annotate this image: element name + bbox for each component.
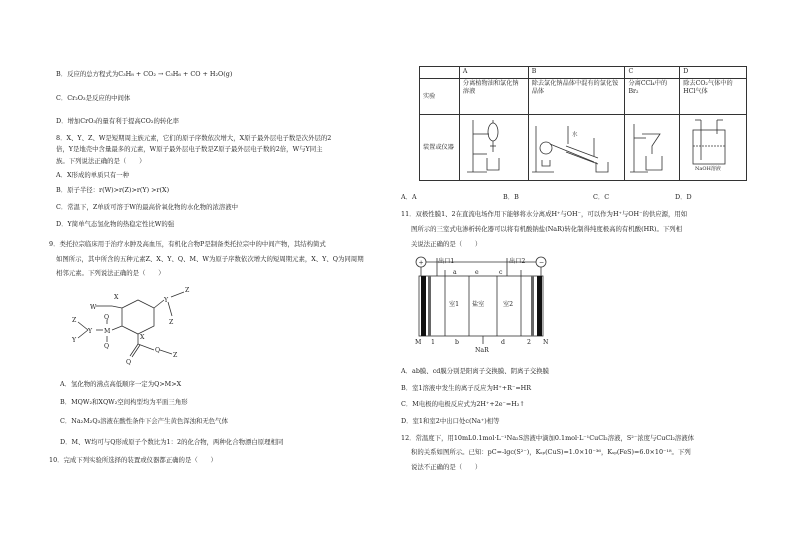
struct-atom-x2: X (140, 334, 145, 341)
struct-atom-y3: Y (72, 337, 77, 344)
q11-stem-line1: 11．双极性膜1、2在直流电场作用下能够将水分离成H⁺与OH⁻，可以作为H⁺与OH⁻的供应源，用如 (401, 210, 688, 218)
anode-plus-sign: + (418, 259, 424, 267)
q12-stem-line1: 12．常温度下，用10mL0.1mol·L⁻¹Na₂S溶液中滴加0.1mol·L⁻¹CuCl₂溶液，S²⁻浓度与CuCl₂溶液体 (401, 434, 695, 442)
cell-exp-b: 除去氯化钠晶体中混有的氯化铵晶体 (528, 79, 625, 115)
answer-a: A．A (401, 193, 417, 201)
q7-option-d: D．增加CrO₃的量有利于提高CO₂的转化率 (56, 117, 180, 125)
label-d: d (501, 339, 505, 346)
answer-b: B．B (503, 193, 519, 201)
q11-option-c: C．M电极的电极反应式为2H⁺+2e⁻=H₂↑ (401, 400, 525, 408)
membrane-2-label: 2 (527, 339, 531, 346)
q8-option-d: D．Y简单气态氢化物的热稳定性比W的强 (56, 220, 175, 228)
membrane-1-label: 1 (431, 339, 435, 346)
struct-atom-q1: Q (104, 314, 110, 321)
outlet-2-label: 出口2 (509, 258, 526, 265)
row-label-experiment: 实验 (420, 79, 460, 115)
cell-apparatus-b (528, 115, 625, 181)
cell-apparatus-d (680, 115, 747, 181)
struct-atom-z4: Z (173, 352, 178, 359)
q7-option-c: C．Cr₂O₃是反应的中间体 (56, 94, 131, 102)
right-column (397, 0, 794, 550)
cell-apparatus-c (625, 115, 680, 181)
table-header-b: B (528, 67, 625, 79)
q11-option-b: B．室1溶液中发生的离子反应为H⁺+R⁻=HR (401, 384, 532, 392)
struct-atom-z1: Z (185, 287, 190, 294)
cell-exp-c: 分离CCl₄中的Br₂ (625, 79, 680, 115)
q8-stem-line3: 族。下列说法正确的是（ ） (56, 157, 146, 165)
answer-d: D．D (675, 193, 692, 201)
q9-stem-line3: 相邻元素。下列说法正确的是（ ） (56, 269, 165, 277)
struct-atom-q4: Q (155, 347, 161, 354)
q9-stem-line2: 如图所示，其中所含的五种元素Z、X、Y、Q、M、W为原子序数依次增大的短周期元素，X、Y、Q为同周期 (56, 255, 364, 263)
struct-atom-y2: Y (88, 328, 93, 335)
q10-stem: 10．完成下列实验所选择的装置或仪器都正确的是（ ） (49, 456, 217, 464)
water-label: 水 (571, 132, 578, 138)
nar-inlet-label: NaR (475, 347, 489, 354)
q12-stem-line3: 说法不正确的是（ ） (411, 463, 482, 471)
struct-atom-m: M (104, 328, 111, 335)
cell-exp-a: 分离植物油和氯化钠溶液 (459, 79, 528, 115)
row-label-apparatus: 装置或仪器 (420, 115, 460, 181)
q7-option-b: B．反应的总方程式为C₃H₈ + CO₂ → C₃H₆ + CO + H₂O(g) (56, 70, 233, 78)
q11-stem-line3: 关说法正确的是（ ） (411, 240, 482, 248)
label-b: b (455, 339, 459, 346)
q9-option-b: B．MQW₂和XQW₂空间构型均为平面三角形 (60, 398, 188, 406)
q12-stem-line2: 积的关系如图所示。已知：pC=-lgc(S²⁻)，Kₛₚ(CuS)=1.0×10⁻³⁶，Kₛₚ(FeS)=6.0×10⁻¹⁸。下列 (411, 448, 691, 456)
electrodialysis-cell-diagram (411, 252, 561, 354)
label-a: a (453, 269, 457, 276)
funnel-filtration-icon (628, 116, 670, 176)
separatory-funnel-icon (463, 116, 519, 176)
q11-option-a: A．ab膜、cd膜分别是阳离子交换膜、阴离子交换膜 (401, 367, 549, 375)
electrode-n-label: N (543, 339, 549, 346)
outlet-1-label: 出口1 (438, 258, 455, 265)
room-2-label: 室2 (503, 301, 514, 308)
q8-stem-line2: 倍，Y是地壳中含量最多的元素，W原子最外层电子数是Z原子最外层电子数的2倍，W与Y同主 (56, 145, 323, 153)
q11-option-d: D．室1和室2中出口处c(Na⁺)相等 (401, 417, 500, 425)
struct-atom-z3: Z (72, 317, 77, 324)
q9-option-d: D．M、W均可与Q形成原子个数比为1：2的化合物，两种化合物漂白原理相同 (60, 438, 284, 446)
struct-atom-w: W (90, 304, 97, 311)
q9-option-c: C．Na₂M₂Q₃溶液在酸性条件下会产生黄色浑浊和无色气体 (60, 417, 228, 425)
table-header-empty (420, 67, 460, 79)
cathode-minus-sign: − (539, 259, 545, 267)
salt-room-label: 盐室 (472, 301, 485, 308)
q9-option-a: A．氢化物的沸点高低顺序一定为Q>M>X (60, 380, 182, 388)
room-1-label: 室1 (449, 301, 460, 308)
q11-stem-line2: 图所示的三室式电渗析转化器可以将有机酸钠盐(NaR)转化制得纯度极高的有机酸(HR)。下列相 (411, 225, 683, 233)
cell-exp-d: 除去CO₂气体中的HCl气体 (680, 79, 747, 115)
label-e: e (475, 269, 479, 276)
naoh-label: NaOH溶液 (695, 166, 722, 172)
gas-washing-bottle-icon (683, 116, 737, 176)
struct-atom-z2: Z (169, 319, 174, 326)
q8-option-a: A．X形成的单质只有一种 (56, 171, 130, 179)
q8-stem-line1: 8．X、Y、Z、W是短期周主族元素，它们的原子序数依次增大，X原子最外层电子数是次外层的2 (56, 134, 332, 142)
sublimation-apparatus-icon (532, 116, 616, 176)
q9-stem-line1: 9．类托拉宗临床用于治疗水肿及高血压，有机化合物P是制备类托拉宗中的中间产物，其结构简式 (49, 240, 326, 248)
table-header-a: A (459, 67, 528, 79)
label-c: c (499, 269, 503, 276)
struct-atom-x: X (114, 294, 119, 301)
struct-atom-y1: Y (164, 297, 169, 304)
experiment-table (419, 66, 747, 181)
table-header-d: D (680, 67, 747, 79)
struct-atom-q3: Q (126, 359, 132, 366)
organic-structure-diagram (60, 280, 210, 375)
electrode-m-label: M (415, 339, 422, 346)
q8-option-b: B．原子半径：r(W)>r(Z)>r(Y) >r(X) (56, 186, 170, 194)
answer-c: C．C (593, 193, 610, 201)
cell-apparatus-a (459, 115, 528, 181)
table-header-c: C (625, 67, 680, 79)
q8-option-c: C．常温下，Z单质可溶于W的最高价氧化物的水化物的浓溶液中 (56, 203, 239, 211)
struct-atom-q2: Q (104, 343, 110, 350)
